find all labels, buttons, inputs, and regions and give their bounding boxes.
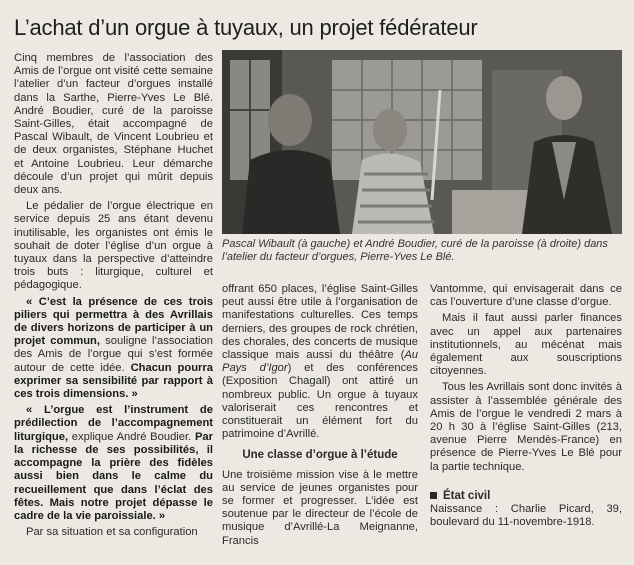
column-1: [14, 52, 213, 542]
quote-1-plain: souligne l’association des Amis de l’orgue qui s’est formée autour de cette idée.: [14, 335, 213, 374]
etat-civil-text: Naissance : Charlie Picard, 39, boulevard du 11-novembre-1918.: [430, 503, 622, 529]
paragraph-vantomme: Vantomme, qui envisagerait dans ce cas l’ouverture d’une classe d’orgue.: [430, 283, 622, 309]
quote-2-bold-2: Par la richesse de ses possibilités, il accompagne la prière des fidèles aussi bien dans le calme du recueillement que dans l’éclat des fêtes. Mais notre projet dépasse le cadre de la vie paroissiale. »: [14, 430, 213, 522]
quote-2-plain: explique André Boudier.: [68, 430, 192, 443]
square-bullet-icon: [430, 492, 437, 499]
paragraph-situation: Par sa situation et sa configuration: [26, 526, 198, 539]
column-2: [222, 283, 418, 551]
paragraph-eglise-end: ) et des conférences (Exposition Chagall) ont attiré un nombreux public. Un orgue à tuyaux valoriserait ces rencontres et constituerait un élément fort du patrimoine d’Avrillé.: [222, 362, 418, 441]
quote-2-bold: « L’orgue est l’instrument de prédilection de l’accompagnement liturgique,: [14, 404, 213, 443]
quote-1-bold-2: Chacun pourra exprimer sa sensibilité par rapport à ces trois dimensions. »: [14, 361, 213, 401]
paragraph-assemblee: Tous les Avrillais sont donc invités à assister à l’assemblée générale des Amis de l’orgue le vendredi 2 mars à 20 h 30 à l’église Saint-Gilles (213, avenue Pierre Mendès-France) en présence de Pierre-Yves Le Blé pour la partie technique.: [430, 381, 622, 473]
paragraph-pedalier: Le pédalier de l’orgue électrique en service depuis 25 ans étant devenu inutilisable, les organistes ont émis le souhait de doter l’église d’un orgue à tuyaux dans la perspective d’atteindre trois buts : liturgique, culturel et pédagogique.: [14, 200, 213, 292]
quote-2: [14, 404, 213, 523]
workshop-photo-illustration: [222, 50, 622, 234]
paragraph-eglise-start: offrant 650 places, l’église Saint-Gilles peut aussi être utile à l’organisation de manifestations culturelles. Ces temps derniers, des groupes de rock chrétien, des chorales, des concerts de musique classique mais aussi du théâtre (: [222, 283, 418, 362]
article-headline: L’achat d’un orgue à tuyaux, un projet fédérateur: [14, 15, 478, 40]
paragraph-finances: Mais il faut aussi parler finances avec un appel aux partenaires institutionnels, au mécénat mais également aux souscriptions citoyennes.: [430, 312, 622, 378]
paragraph-mission: Une troisième mission vise à le mettre au service de jeunes organistes pour se former et progresser. L’idée est soutenue par le directeur de l’école de musique d’Avrillé-La Meignanne, Francis: [222, 468, 418, 547]
article-photo: [222, 50, 622, 234]
etat-civil-title: État civil: [443, 489, 491, 502]
quote-1-bold: « C’est la présence de ces trois piliers qui permettra à des Avrillais de divers horizons de participer à un projet commun,: [14, 295, 213, 348]
photo-caption: Pascal Wibault (à gauche) et André Boudier, curé de la paroisse (à droite) dans l’atelier du facteur d’orgues, Pierre-Yves Le Blé.: [222, 238, 608, 263]
column-3: [430, 283, 622, 532]
theatre-title: Au Pays d’Igor: [222, 349, 418, 375]
paragraph-eglise: [222, 283, 418, 441]
paragraph-intro: Cinq membres de l’association des Amis de l’orgue ont visité cette semaine l’atelier d’un facteur d’orgues installé dans la Sarthe, Pierre-Yves Le Blé. André Boudier, curé de la paroisse Saint-Gilles, était accompagné de Pascal Wibault, de Vincent Loubrieu et de deux organistes, Stéphane Huchet et Antoine Loubrieu. Leur démarche découle d’un projet qui mûrit depuis deux ans.: [14, 52, 213, 197]
quote-1: [14, 296, 213, 402]
etat-civil-heading: [430, 490, 622, 503]
section-subheading: Une classe d’orgue à l’étude: [242, 449, 398, 462]
